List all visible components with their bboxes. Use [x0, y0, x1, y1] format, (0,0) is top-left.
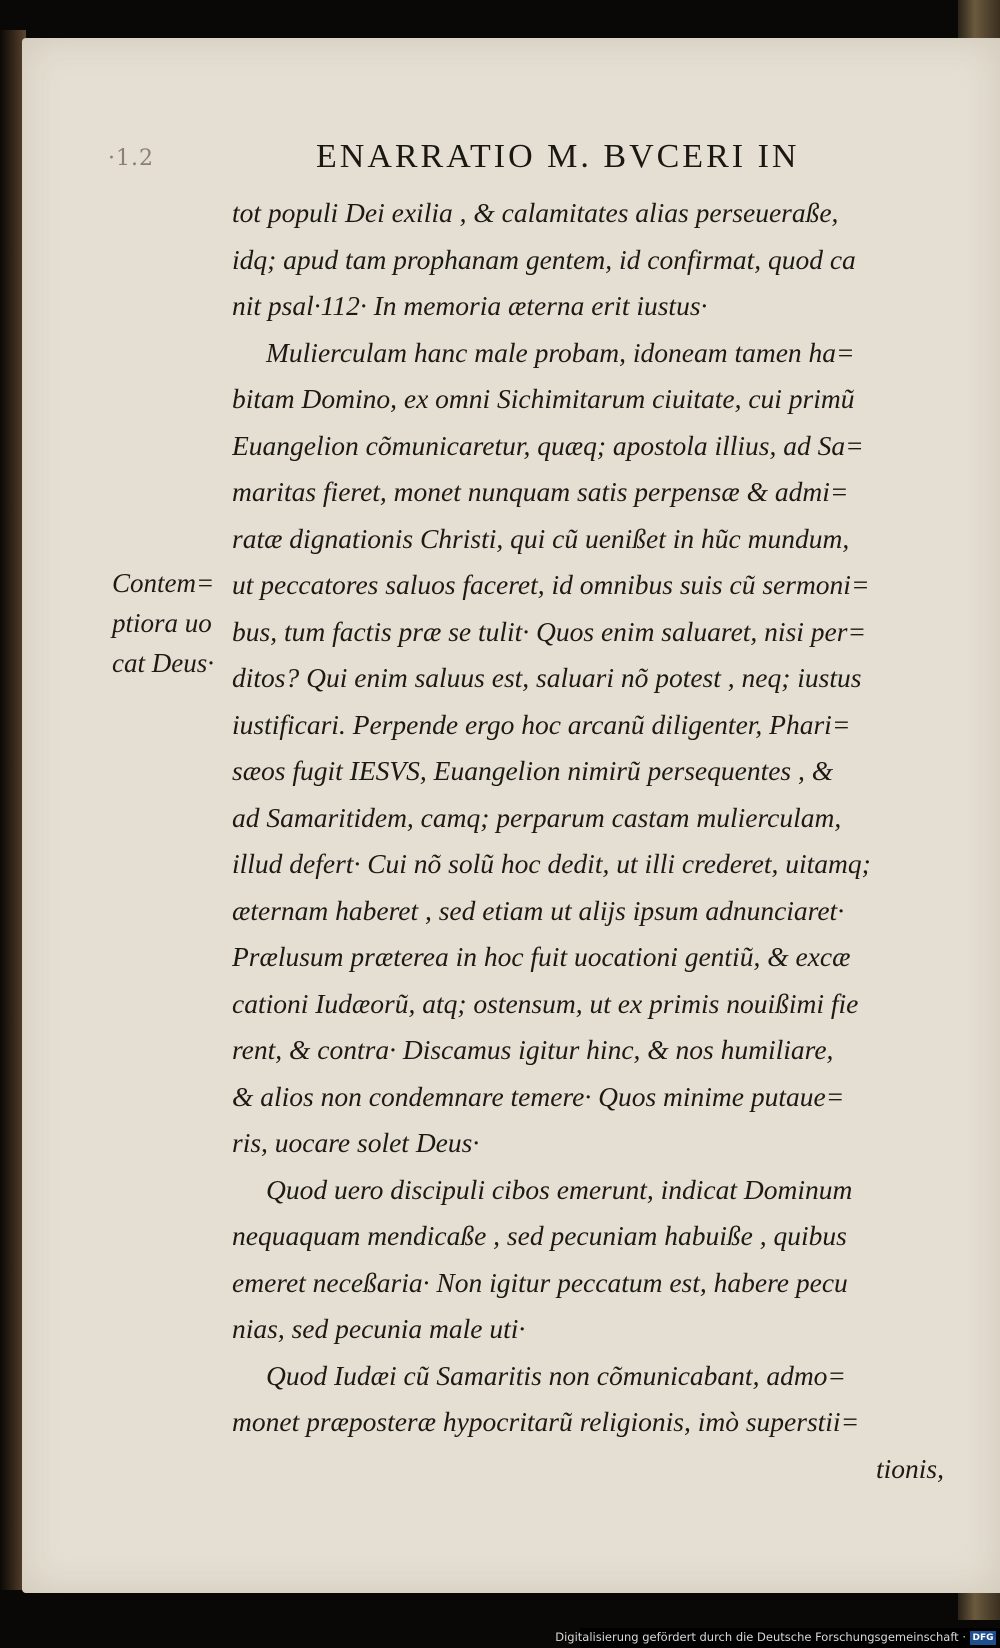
text-line: ratæ dignationis Christi, qui cũ uenißet in hũc mundum,	[232, 522, 850, 554]
marginal-note	[112, 563, 242, 683]
text-line: ut peccatores saluos faceret, id omnibus suis cũ sermoni=	[232, 569, 870, 600]
paragraph-start-line: Quod Iudæi cũ Samaritis non cõmunicabant, admo=	[266, 1359, 846, 1391]
digitization-footer	[555, 1628, 1000, 1648]
text-line: æternam haberet , sed etiam ut alijs ipsum adnunciaret·	[232, 894, 845, 926]
marginal-note-line: ptiora uo	[112, 608, 212, 638]
text-line: maritas fieret, monet nunquam satis perpensæ & admi=	[232, 476, 849, 507]
text-line: emeret neceßaria· Non igitur peccatum est, habere pecu	[232, 1266, 848, 1298]
dfg-logo: DFG	[970, 1631, 996, 1645]
text-line: cationi Iudæorũ, atq; ostensum, ut ex primis nouißimi fie	[232, 987, 859, 1019]
funding-credit: Digitalisierung gefördert durch die Deutsche Forschungsgemeinschaft ·	[555, 1630, 966, 1644]
running-head	[0, 138, 1000, 182]
body-text	[232, 190, 944, 1492]
text-line: sæos fugit IESVS, Euangelion nimirũ persequentes , &	[232, 755, 834, 786]
text-line: bus, tum factis præ se tulit· Quos enim saluaret, nisi per=	[232, 615, 867, 647]
text-line: ris, uocare solet Deus·	[232, 1127, 480, 1158]
text-line: illud defert· Cui nõ solũ hoc dedit, ut illi crederet, uitamq;	[232, 848, 871, 879]
marginal-note-line: Contem=	[112, 568, 215, 598]
text-line: nias, sed pecunia male uti·	[232, 1313, 526, 1344]
text-line: monet præposteræ hypocritarũ religionis, imò superstii=	[232, 1406, 860, 1437]
catchword: tionis,	[876, 1452, 944, 1484]
paragraph-start-line: Quod uero discipuli cibos emerunt, indicat Dominum	[266, 1173, 853, 1205]
paragraph-start-line: Mulierculam hanc male probam, idoneam tamen ha=	[266, 336, 855, 368]
text-line: Euangelion cõmunicaretur, quæq; apostola illius, ad Sa=	[232, 429, 864, 461]
text-line: ditos? Qui enim saluus est, saluari nõ potest , neq; iustus	[232, 662, 862, 693]
text-line: rent, & contra· Discamus igitur hinc, & nos humiliare,	[232, 1034, 834, 1065]
text-line: Prælusum præterea in hoc fuit uocationi gentiũ, & excæ	[232, 941, 851, 972]
running-head-title: ENARRATIO M. BVCERI IN	[316, 138, 800, 175]
text-line: iustificari. Perpende ergo hoc arcanũ diligenter, Phari=	[232, 708, 851, 740]
folio-number: ·1.2	[108, 146, 154, 171]
text-line: bitam Domino, ex omni Sichimitarum ciuitate, cui primũ	[232, 383, 855, 414]
text-line: nit psal·112· In memoria æterna erit iustus·	[232, 290, 708, 321]
text-line: tot populi Dei exilia , & calamitates alias perseueraße,	[232, 197, 839, 228]
text-line: ad Samaritidem, camq; perparum castam mulierculam,	[232, 801, 842, 833]
text-line: nequaquam mendicaße , sed pecuniam habuiße , quibus	[232, 1220, 847, 1251]
marginal-note-line: cat Deus·	[112, 648, 214, 678]
text-line: & alios non condemnare temere· Quos minime putaue=	[232, 1080, 845, 1112]
text-line: idq; apud tam prophanam gentem, id confirmat, quod ca	[232, 243, 856, 275]
